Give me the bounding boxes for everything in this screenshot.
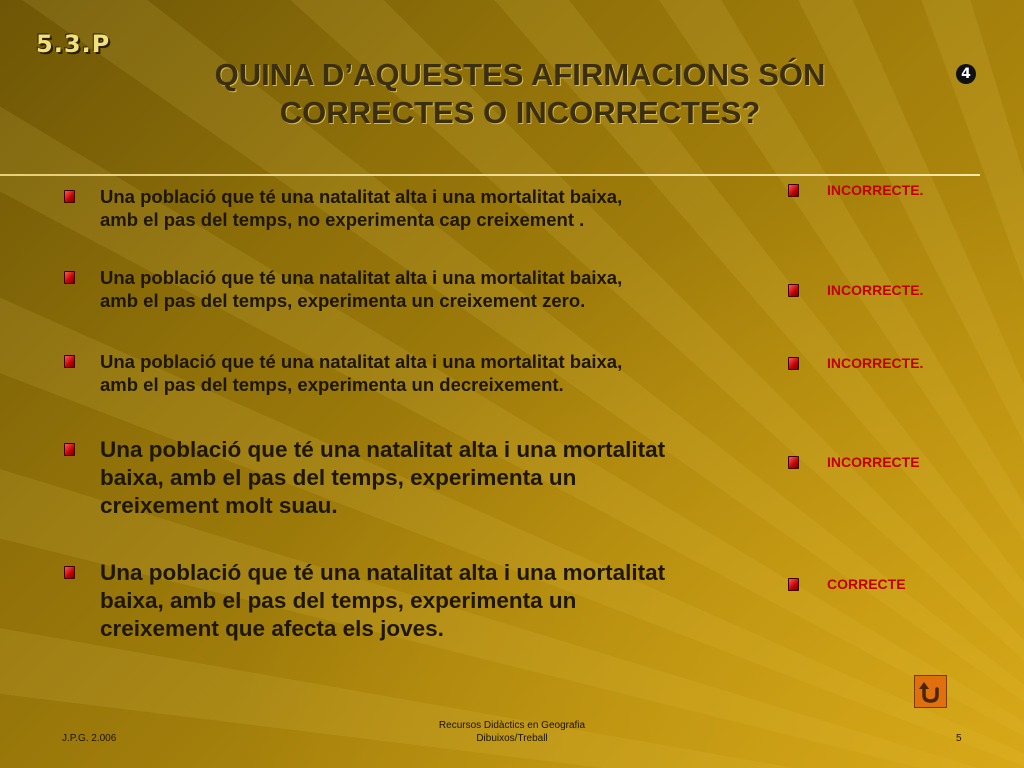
statement-line: baixa, amb el pas del temps, experimenta un bbox=[100, 588, 577, 613]
square-bullet-icon bbox=[788, 357, 799, 370]
statement-line: creixement que afecta els joves. bbox=[100, 616, 444, 641]
statement-line: Una població que té una natalitat alta i una mortalitat baixa, bbox=[100, 186, 623, 207]
title-line-2: CORRECTES O INCORRECTES? bbox=[279, 95, 761, 130]
square-bullet-icon bbox=[788, 578, 799, 591]
slide-title bbox=[120, 56, 920, 132]
statement-line: baixa, amb el pas del temps, experimenta un bbox=[100, 465, 577, 490]
footer-source-line-1: Recursos Didàctics en Geografia bbox=[438, 720, 586, 731]
answer-1: INCORRECTE. bbox=[827, 182, 924, 198]
footer-source-line-2: Dibuixos/Treball bbox=[476, 733, 548, 744]
statement-5 bbox=[100, 559, 760, 643]
square-bullet-icon bbox=[64, 190, 75, 203]
section-number: 5.3.P bbox=[36, 30, 111, 58]
square-bullet-icon bbox=[64, 566, 75, 579]
answer-3: INCORRECTE. bbox=[827, 355, 924, 371]
answer-2: INCORRECTE. bbox=[827, 282, 924, 298]
statement-4 bbox=[100, 436, 760, 520]
statement-line: Una població que té una natalitat alta i una mortalitat baixa, bbox=[100, 267, 623, 288]
footer-author: J.P.G. 2.006 bbox=[62, 733, 117, 744]
page-number: 5 bbox=[956, 733, 962, 744]
return-arrow-icon bbox=[915, 676, 946, 707]
statement-line: amb el pas del temps, experimenta un creixement zero. bbox=[100, 290, 586, 311]
statement-line: creixement molt suau. bbox=[100, 493, 338, 518]
square-bullet-icon bbox=[788, 184, 799, 197]
statement-line: Una població que té una natalitat alta i una mortalitat baixa, bbox=[100, 351, 623, 372]
statement-line: Una població que té una natalitat alta i una mortalitat bbox=[100, 437, 666, 462]
footer-source bbox=[362, 719, 662, 745]
title-line-1: QUINA D’AQUESTES AFIRMACIONS SÓN bbox=[214, 57, 826, 92]
return-button[interactable] bbox=[914, 675, 947, 708]
square-bullet-icon bbox=[788, 284, 799, 297]
statement-3 bbox=[100, 350, 760, 396]
answer-5: CORRECTE bbox=[827, 576, 906, 592]
statement-line: amb el pas del temps, experimenta un decreixement. bbox=[100, 374, 564, 395]
title-divider bbox=[0, 174, 980, 176]
slide-badge: 4 bbox=[956, 64, 976, 84]
statement-line: amb el pas del temps, no experimenta cap creixement . bbox=[100, 209, 585, 230]
statement-line: Una població que té una natalitat alta i una mortalitat bbox=[100, 560, 666, 585]
answer-4: INCORRECTE bbox=[827, 454, 920, 470]
statement-1 bbox=[100, 185, 760, 231]
statement-2 bbox=[100, 266, 760, 312]
square-bullet-icon bbox=[64, 355, 75, 368]
square-bullet-icon bbox=[64, 271, 75, 284]
square-bullet-icon bbox=[788, 456, 799, 469]
square-bullet-icon bbox=[64, 443, 75, 456]
